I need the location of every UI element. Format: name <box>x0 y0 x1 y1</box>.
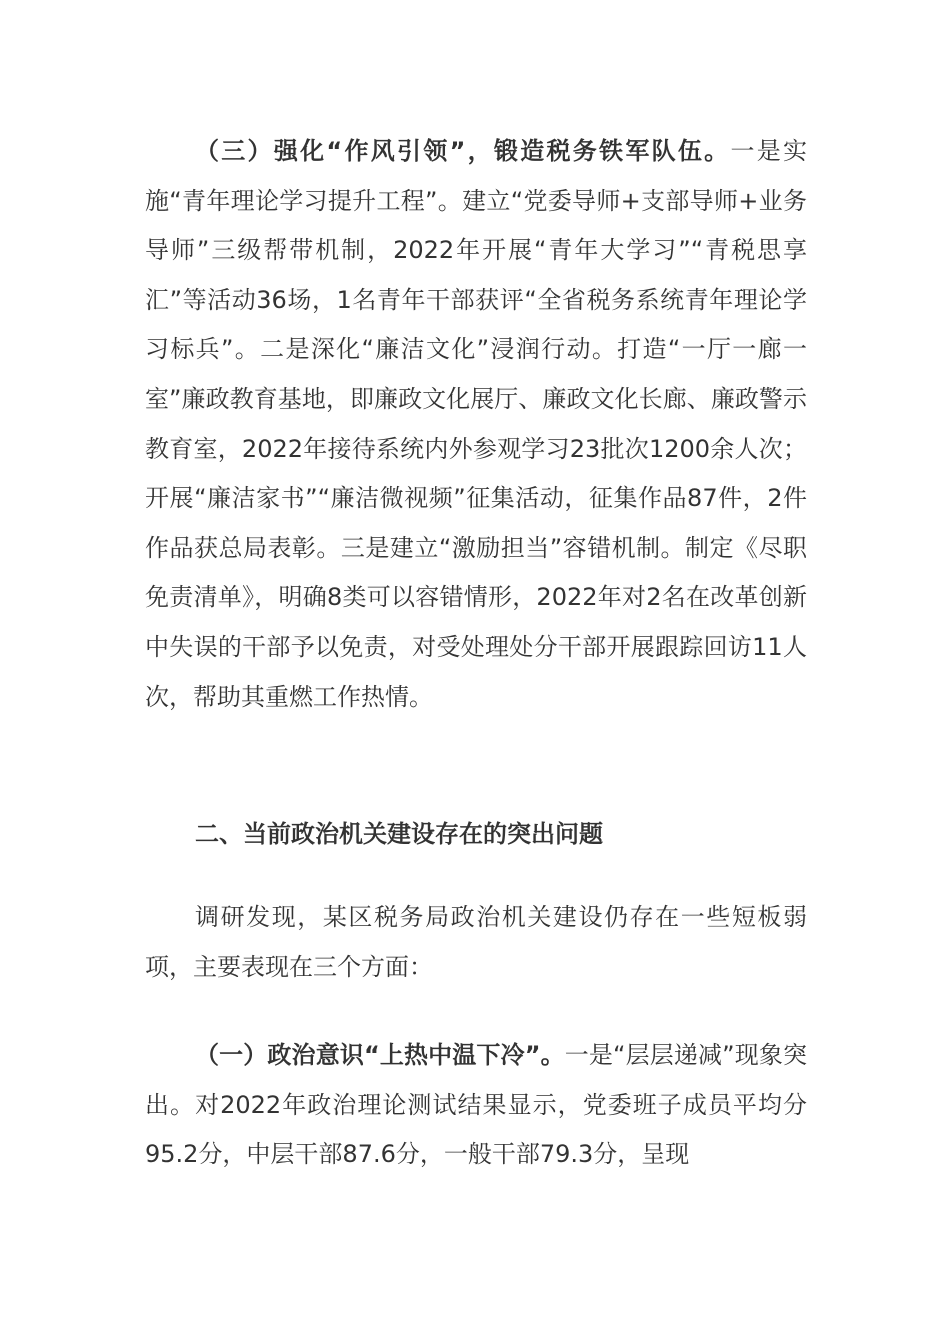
section-3-lead: （三）强化“作风引领”，锻造税务铁军队伍。 <box>195 137 731 165</box>
paragraph-section-3 <box>145 127 807 722</box>
heading-part-2: 二、当前政治机关建设存在的突出问题 <box>195 820 603 848</box>
paragraph-intro: 调研发现，某区税务局政治机关建设仍存在一些短板弱项，主要表现在三个方面： <box>145 903 807 981</box>
section-3-body: 一是实施“青年理论学习提升工程”。建立“党委导师+支部导师+业务导师”三级帮带机制，2022年开展“青年大学习”“青税思享汇”等活动36场，1名青年干部获评“全省税务系统青年理论学习标兵”。二是深化“廉洁文化”浸润行动。打造“一厅一廊一室”廉政教育基地，即廉政文化展厅、廉政文化长廊、廉政警示教育室，2022年接待系统内外参观学习23批次1200余人次；开展“廉洁家书”“廉洁微视频”征集活动，征集作品87件，2件作品获总局表彰。三是建立“激励担当”容错机制。制定《尽职免责清单》，明确8类可以容错情形，2022年对2名在改革创新中失误的干部予以免责，对受处理处分干部开展跟踪回访11人次，帮助其重燃工作热情。 <box>145 137 807 711</box>
section-1-lead: （一）政治意识“上热中温下冷”。 <box>195 1041 565 1069</box>
section-1-body: 一是“层层递减”现象突出。对2022年政治理论测试结果显示，党委班子成员平均分95.2分，中层干部87.6分，一般干部79.3分，呈现 <box>145 1041 807 1169</box>
paragraph-section-1 <box>145 1031 807 1180</box>
